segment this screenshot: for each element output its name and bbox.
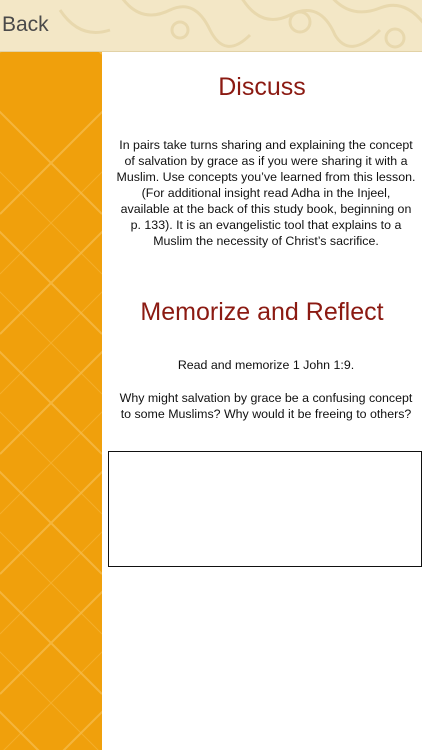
decorative-sidebar <box>0 52 102 750</box>
reflection-answer-input[interactable] <box>108 451 422 567</box>
memorize-verse-instruction: Read and memorize 1 John 1:9. <box>177 358 355 372</box>
top-navigation-bar <box>0 0 422 52</box>
reflection-question: Why might salvation by grace be a confusing concept to some Muslims? Why would it be freeing to others? <box>119 391 413 421</box>
diamond-lattice-pattern-icon <box>0 52 102 750</box>
back-button[interactable]: Back <box>2 13 49 36</box>
arabesque-pattern-icon <box>0 0 422 52</box>
discuss-heading: Discuss <box>218 73 306 101</box>
discuss-instructions: In pairs take turns sharing and explaining the concept of salvation by grace as if you were sharing it with a Muslim. Use concepts you’ve learned from this lesson. (For additional insight read Adha in the Injeel, available at the back of this study book, beginning on p. 133). It is an evangelistic tool that explains to a Muslim the necessity of Christ’s sacrifice. <box>116 138 416 248</box>
lesson-content <box>102 52 422 750</box>
memorize-reflect-heading: Memorize and Reflect <box>140 298 384 326</box>
